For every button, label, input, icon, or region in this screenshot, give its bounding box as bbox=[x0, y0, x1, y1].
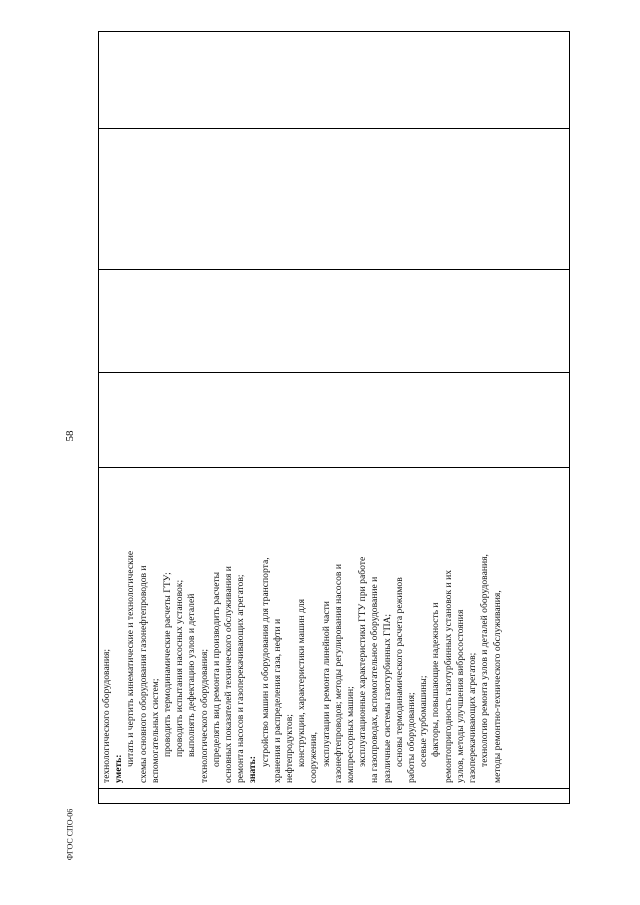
content-line: газонефтепроводов; методы регулирования насосов и bbox=[332, 564, 344, 783]
content-line: устройство машин и оборудования для транспорта, bbox=[259, 557, 271, 767]
content-line: уметь: bbox=[113, 754, 125, 783]
content-line: технологию ремонта узлов и деталей оборудования, bbox=[479, 554, 491, 767]
content-line: конструкции, характеристики машин для bbox=[296, 598, 308, 767]
content-line: основных показателей технического обслуживания и bbox=[223, 566, 235, 783]
content-line: нефтепродуктов; bbox=[284, 714, 296, 783]
content-line: проводить испытания насосных установок; bbox=[174, 579, 186, 757]
content-line: вспомогательных систем; bbox=[149, 678, 161, 783]
content-line: компрессорных машин; bbox=[345, 686, 357, 783]
competency-description-cell bbox=[99, 467, 569, 789]
page-number: 58 bbox=[64, 430, 76, 442]
rotated-table-sheet bbox=[98, 31, 570, 804]
content-line: газоперекачивающих агрегатов; bbox=[467, 652, 479, 783]
standards-table bbox=[98, 31, 570, 804]
content-line: хранения и распределения газа, нефти и bbox=[271, 618, 283, 783]
content-line: определять вид ремонта и производить расчеты bbox=[210, 571, 222, 767]
table-column-empty-1 bbox=[99, 372, 569, 467]
document-code: ФГОС СПО-06 bbox=[65, 808, 75, 861]
content-line: методы ремонтно-технического обслуживания, bbox=[491, 590, 503, 783]
content-line: схемы основного оборудования газонефтепроводов и bbox=[137, 565, 149, 783]
content-line: знать: bbox=[247, 756, 259, 783]
content-line: эксплуатационные характеристики ГТУ при работе bbox=[357, 556, 369, 767]
content-line: узлов, методы улучшения вибросостояния bbox=[454, 609, 466, 783]
content-line: различные системы газотурбинных ГПА; bbox=[381, 613, 393, 783]
content-line: осевые турбомашины; bbox=[418, 675, 430, 767]
content-line: основы термодинамического расчета режимов bbox=[393, 577, 405, 767]
content-line: технологического оборудования; bbox=[101, 648, 112, 783]
table-column-empty-4 bbox=[99, 32, 569, 129]
content-line: выполнять дефектацию узлов и деталей bbox=[186, 593, 198, 757]
content-line: факторы, повышающие надежность и bbox=[430, 602, 442, 757]
table-column-index bbox=[99, 788, 569, 803]
content-line: ремонтопригодность газотурбинных установок и их bbox=[442, 570, 454, 783]
content-line: ремонта насосов и газоперекачивающих агрегатов; bbox=[235, 574, 247, 783]
content-line: сооружения, bbox=[308, 731, 320, 783]
content-line: проводить термодинамические расчеты ГТУ; bbox=[162, 572, 174, 757]
content-line: технологического оборудования; bbox=[198, 648, 210, 783]
content-line: работы оборудования; bbox=[406, 692, 418, 783]
content-line: на газопроводах, вспомогательное оборудование и bbox=[369, 576, 381, 783]
content-line: читать и чертить кинематические и технологические bbox=[125, 550, 137, 767]
table-column-empty-2 bbox=[99, 269, 569, 373]
content-line: эксплуатации и ремонта линейной части bbox=[320, 601, 332, 767]
table-column-empty-3 bbox=[99, 128, 569, 270]
